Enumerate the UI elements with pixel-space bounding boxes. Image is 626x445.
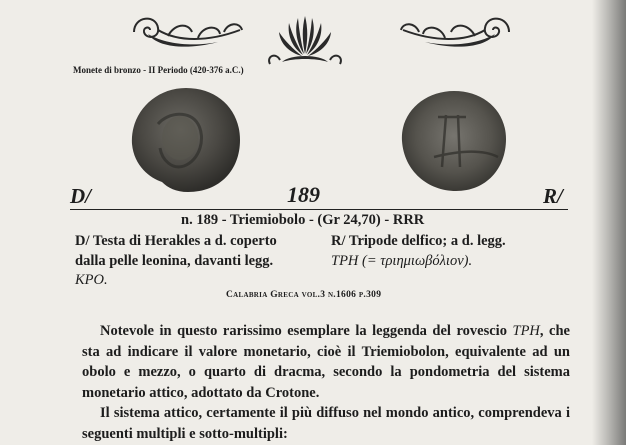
- obverse-marker: D/: [70, 184, 91, 208]
- paragraph-1: [82, 321, 570, 403]
- scroll-ornament-left-icon: [128, 8, 248, 52]
- coin-title: n. 189 - Triemiobolo - (Gr 24,70) - RRR: [181, 212, 425, 228]
- obverse-description: [75, 232, 315, 291]
- reverse-description: [331, 232, 571, 271]
- reverse-marker: R/: [543, 184, 563, 208]
- page-gutter-shadow: [592, 0, 626, 445]
- scroll-ornament-right-icon: [395, 8, 515, 52]
- paragraph-1-start: Notevole in questo rarissimo esemplare la leggenda del rovescio: [100, 323, 513, 339]
- obverse-legend: KPO.: [75, 272, 108, 288]
- obverse-line-1: D/ Testa di Herakles a d. coperto: [75, 233, 277, 249]
- reverse-line-1: R/ Tripode delfico; a d. legg.: [331, 233, 506, 249]
- coin-number: 189: [287, 182, 320, 207]
- obverse-line-2: dalla pelle leonina, davanti legg.: [75, 252, 274, 269]
- reverse-legend-gloss: (= τριημιωβόλιον).: [362, 252, 473, 269]
- coin-reverse-image: [398, 87, 510, 195]
- series-caption: Monete di bronzo - II Periodo (420-376 a.C.): [73, 65, 244, 75]
- palmette-icon: [264, 10, 346, 68]
- paragraph-2: Il sistema attico, certamente il più diffuso nel mondo antico, comprendeva i seguenti multipli e sotto-multipli:: [82, 405, 570, 442]
- paragraph-1-end: , che sta ad indicare il valore monetario, cioè il Triemiobolon, equivalente ad un obolo e mezzo, o quarto di dracma, secondo la pondometria del sistema monetario attico, adottato da Crotone.: [82, 323, 570, 401]
- reverse-line-2: [331, 252, 571, 272]
- paragraph-1-legend: TPH: [512, 323, 540, 339]
- catalogue-reference: Calabria Greca vol.3 n.1606 p.309: [226, 290, 382, 300]
- divider: [70, 209, 568, 210]
- coin-obverse-image: [128, 84, 244, 196]
- reverse-legend: TPH: [331, 252, 359, 269]
